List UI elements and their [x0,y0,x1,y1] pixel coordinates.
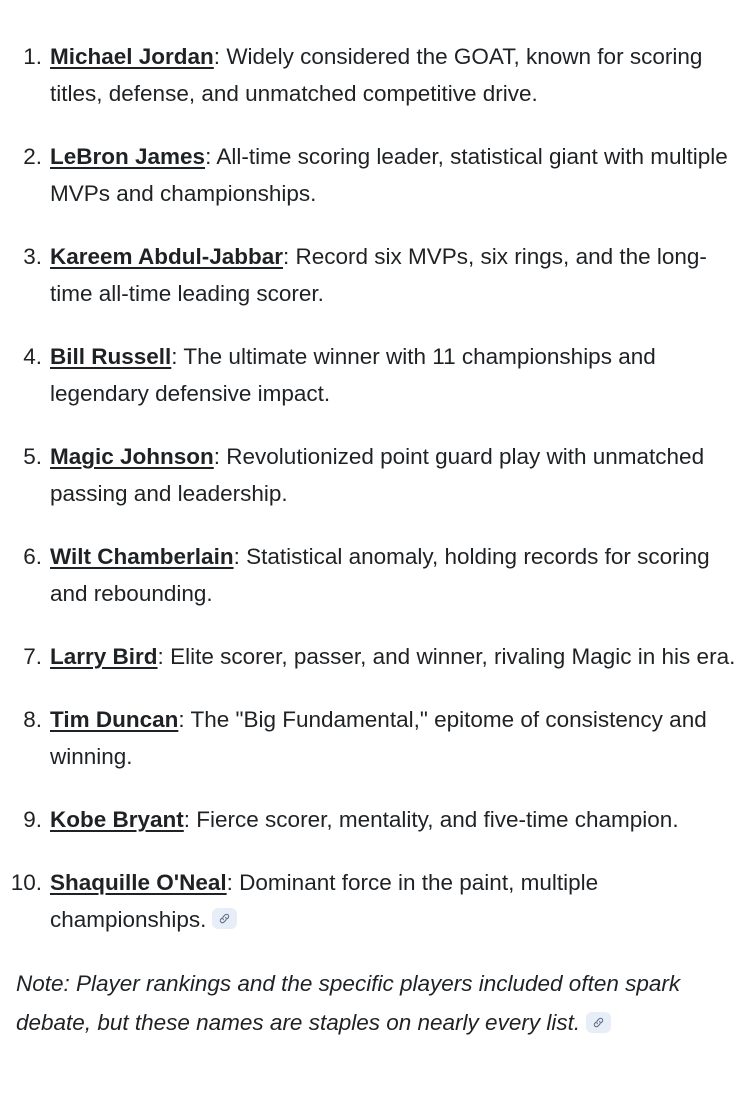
name-separator: : [171,344,184,369]
name-separator: : [183,807,197,832]
player-description: Dominant force in the paint, multiple championships. [50,870,599,932]
player-name: Larry Bird [50,644,158,669]
player-name: Kobe Bryant [50,807,184,832]
player-description: Statistical anomaly, holding records for scoring and rebounding. [50,544,710,606]
player-name: Michael Jordan [50,44,214,69]
list-item [8,864,736,938]
list-item [8,238,736,312]
list-item [8,801,736,838]
name-separator: : [226,870,240,895]
player-ranking-list [8,38,736,938]
player-name: Shaquille O'Neal [50,870,227,895]
player-description: The "Big Fundamental," epitome of consistency and winning. [50,707,707,769]
player-name: Kareem Abdul-Jabbar [50,244,283,269]
list-item [8,38,736,112]
link-icon[interactable] [586,1012,611,1033]
name-separator: : [213,44,227,69]
player-description: Widely considered the GOAT, known for scoring titles, defense, and unmatched competitive drive. [50,44,703,106]
player-name: Tim Duncan [50,707,179,732]
player-description: Revolutionized point guard play with unmatched passing and leadership. [50,444,705,506]
list-item [8,338,736,412]
name-separator: : [233,544,247,569]
link-icon[interactable] [212,908,237,929]
player-name: Magic Johnson [50,444,214,469]
list-item [8,701,736,775]
player-description: Elite scorer, passer, and winner, rivaling Magic in his era. [170,644,736,669]
list-item [8,438,736,512]
player-name: LeBron James [50,144,206,169]
player-name: Bill Russell [50,344,172,369]
list-item [8,638,736,675]
name-separator: : [178,707,191,732]
player-description: The ultimate winner with 11 championships and legendary defensive impact. [50,344,656,406]
name-separator: : [157,644,171,669]
name-separator: : [282,244,296,269]
note-paragraph [16,964,728,1042]
note-text: Note: Player rankings and the specific players included often spark debate, but these names are staples on nearly every list. [16,971,681,1035]
player-name: Wilt Chamberlain [50,544,234,569]
player-description: Fierce scorer, mentality, and five-time champion. [196,807,679,832]
list-item [8,138,736,212]
player-description: Record six MVPs, six rings, and the long-time all-time leading scorer. [50,244,707,306]
player-description: All-time scoring leader, statistical giant with multiple MVPs and championships. [50,144,728,206]
name-separator: : [205,144,217,169]
name-separator: : [213,444,227,469]
list-item [8,538,736,612]
